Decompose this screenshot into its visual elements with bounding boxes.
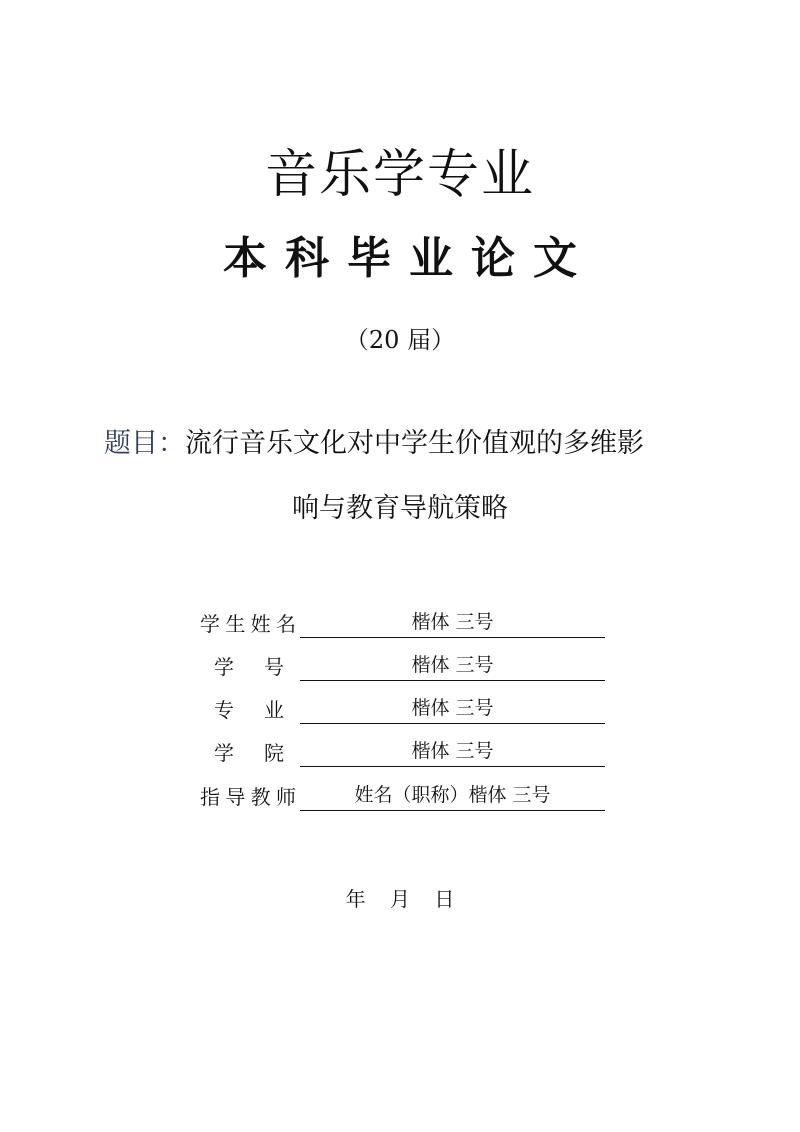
cover-subtitle: 本科毕业论文 (223, 233, 595, 284)
submission-date: 年 月 日 (345, 887, 455, 911)
student-name-label: 学生姓名 (200, 612, 296, 636)
cover-title: 音乐学专业 (264, 145, 535, 205)
student-name-field[interactable]: 楷体 三号 (300, 608, 605, 638)
major-field[interactable]: 楷体 三号 (300, 694, 605, 724)
student-id-row (200, 649, 610, 681)
student-id-label: 学 号 (214, 655, 284, 679)
topic-line-2: 响与教育导航策略 (292, 493, 508, 524)
advisor-field[interactable]: 姓名（职称）楷体 三号 (300, 781, 605, 811)
college-row (200, 735, 610, 767)
college-field[interactable]: 楷体 三号 (300, 737, 605, 767)
advisor-row (200, 779, 610, 811)
thesis-topic (104, 425, 704, 463)
major-label: 专 业 (214, 698, 284, 722)
college-label: 学 院 (214, 741, 284, 765)
student-id-field[interactable]: 楷体 三号 (300, 651, 605, 681)
advisor-label: 指导教师 (200, 785, 296, 809)
major-row (200, 692, 610, 724)
topic-label: 题目： (104, 428, 185, 459)
graduation-year: （20 届） (344, 326, 456, 354)
student-name-row (200, 606, 610, 638)
topic-line-1: 流行音乐文化对中学生价值观的多维影 (185, 428, 644, 459)
